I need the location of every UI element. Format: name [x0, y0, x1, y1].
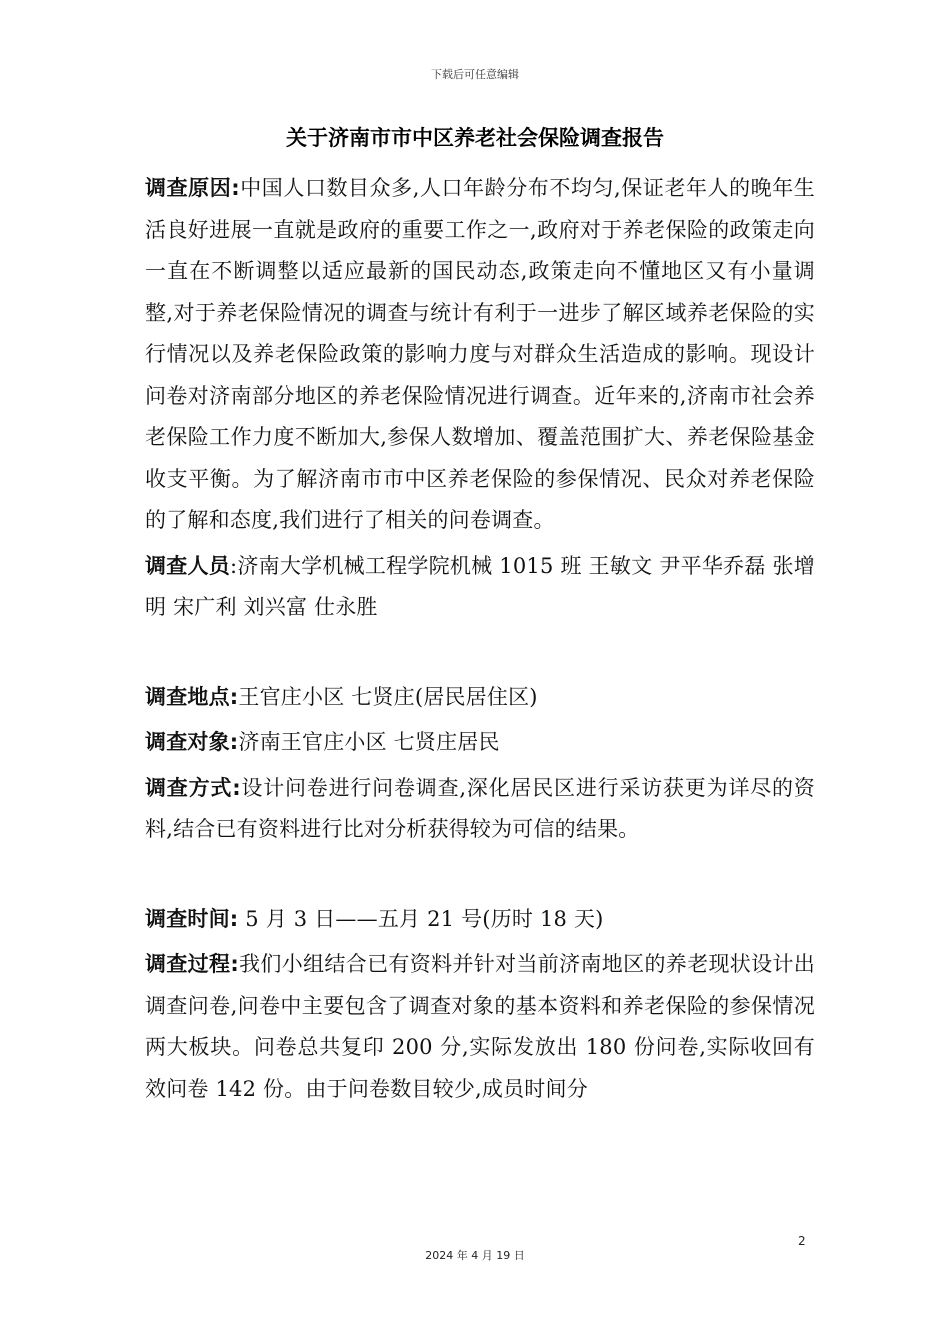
section-text: 济南王官庄小区 七贤庄居民: [238, 730, 500, 754]
page-number: 2: [798, 1234, 806, 1248]
spacer: [145, 855, 815, 899]
section-text: 5 月 3 日——五月 21 号(历时 18 天): [238, 906, 604, 931]
section-text: 中国人口数目众多,人口年龄分布不均匀,保证老年人的晚年生活良好进展一直就是政府的重要工作之一,政府对于养老保险的政策走向一直在不断调整以适应最新的国民动态,政策走向不懂地区又有小量调整,对于养老保险情况的调查与统计有利于一进步了解区域养老保险的实行情况以及养老保险政策的影响力度与对群众生活造成的影响。现设计问卷对济南部分地区的养老保险情况进行调查。近年来的,济南市社会养老保险工作力度不断加大,参保人数增加、覆盖范围扩大、养老保险基金收支平衡。为了解济南市市中区养老保险的参保情况、民众对养老保险的了解和态度,我们进行了相关的问卷调查。: [145, 176, 815, 532]
document-body: [145, 168, 815, 1114]
section-time: [145, 899, 815, 941]
section-members: [145, 546, 815, 629]
document-title: 关于济南市市中区养老社会保险调查报告: [286, 126, 664, 150]
section-label: 调查时间:: [145, 906, 239, 931]
section-method: [145, 768, 815, 851]
section-text: 王官庄小区 七贤庄(居民居住区): [238, 684, 538, 709]
section-label: 调查方式:: [145, 775, 241, 800]
section-text: 我们小组结合已有资料并针对当前济南地区的养老现状设计出调查问卷,问卷中主要包含了调查对象的基本资料和养老保险的参保情况两大板块。问卷总共复印 200 分,实际发放出 180 份问卷,实际收回有效问卷 142 份。由于问卷数目较少,成员时间分: [145, 952, 815, 1101]
section-text: 设计问卷进行问卷调查,深化居民区进行采访获更为详尽的资料,结合已有资料进行比对分析获得较为可信的结果。: [145, 775, 815, 841]
section-label: 调查地点:: [145, 684, 239, 709]
footer-date: 2024 年 4 月 19 日: [425, 1249, 525, 1262]
spacer: [145, 633, 815, 677]
section-text: :济南大学机械工程学院机械 1015 班 王敏文 尹平华乔磊 张增明 宋广利 刘兴富 仕永胜: [145, 553, 815, 619]
section-label: 调查对象:: [145, 730, 239, 754]
section-process: [145, 944, 815, 1110]
section-subjects: [145, 722, 815, 764]
section-label: 调查人员: [145, 553, 231, 578]
section-label: 调查过程:: [145, 952, 239, 976]
header-note: 下载后可任意编辑: [431, 68, 519, 81]
section-reason: [145, 168, 815, 542]
section-location: [145, 677, 815, 719]
section-label: 调查原因:: [145, 176, 240, 200]
